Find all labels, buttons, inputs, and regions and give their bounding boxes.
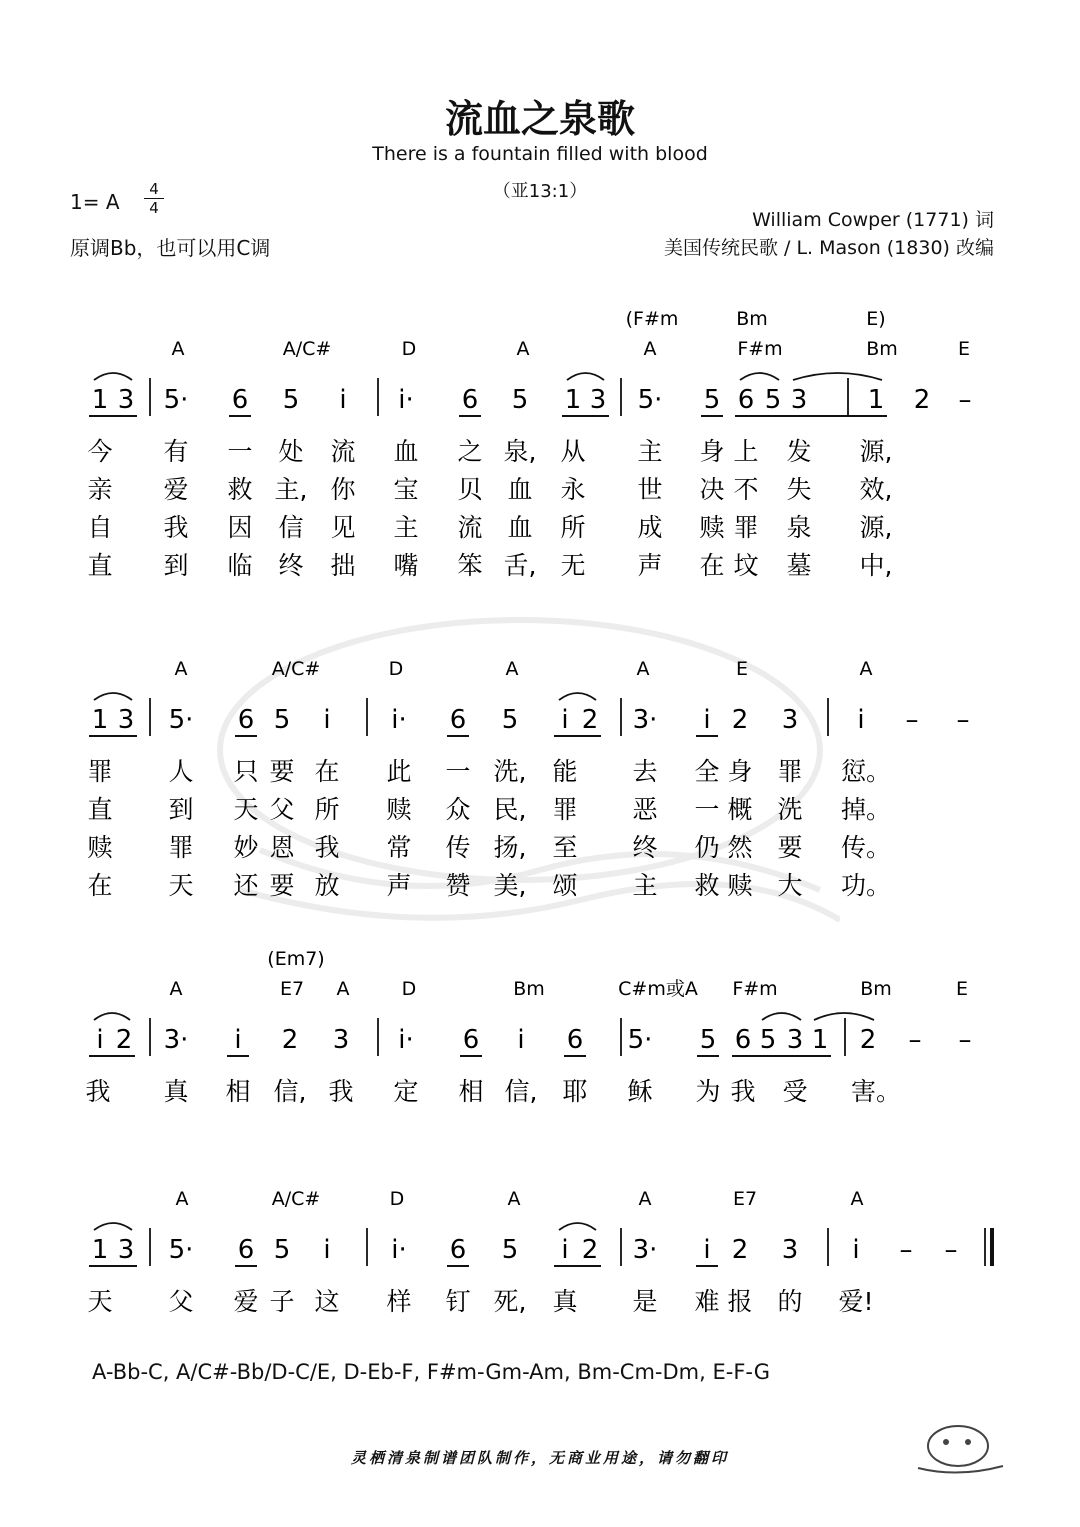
slur: [793, 373, 882, 380]
key-signature: 1= A: [70, 190, 120, 214]
lyric-char: 中,: [859, 551, 893, 580]
lyric-char: 的: [777, 1287, 803, 1316]
score-note: 3: [786, 1025, 804, 1055]
score-note: 6: [462, 1025, 480, 1055]
lyric-char: 样: [386, 1287, 412, 1316]
chord-label: D: [389, 1188, 405, 1210]
lyric-char: 赎: [87, 833, 113, 862]
lyric-char: 天: [168, 871, 194, 900]
score-note: –: [908, 1025, 922, 1055]
lyric-char: 全: [694, 757, 720, 786]
slur: [94, 1013, 130, 1020]
lyric-char: 放: [314, 871, 340, 900]
lyric-char: 永: [560, 475, 586, 504]
lyric-char: 所: [314, 795, 340, 824]
lyric-char: 天: [233, 795, 259, 824]
lyric-char: 颂: [552, 871, 578, 900]
lyric-char: 只: [233, 757, 259, 786]
chord-label: A: [175, 1188, 189, 1210]
lyric-char: 洗: [777, 795, 803, 824]
score-note: 5: [511, 385, 529, 415]
score-note: 3: [117, 385, 135, 415]
score-note: 2: [281, 1025, 299, 1055]
lyric-char: 父: [269, 795, 295, 824]
score-note: 5: [764, 385, 782, 415]
score-note: –: [905, 705, 919, 735]
lyric-char: 我: [85, 1077, 111, 1106]
lyric-char: 坟: [733, 551, 759, 580]
score-note: i: [857, 705, 865, 735]
lyric-char: 自: [87, 513, 113, 542]
score-note: 1: [91, 385, 109, 415]
chord-label: A: [638, 1188, 652, 1210]
lyric-char: 爱!: [838, 1287, 874, 1316]
lyric-char: 真: [552, 1287, 578, 1316]
lyric-char: 为: [695, 1077, 721, 1106]
score-note: i: [323, 705, 331, 735]
slur: [559, 693, 596, 700]
score-note: 3: [781, 705, 799, 735]
score-note: –: [958, 385, 972, 415]
chord-transpose-table: A-Bb-C, A/C#-Bb/D-C/E, D-Eb-F, F#m-Gm-Am, Bm-Cm-Dm, E-F-G: [92, 1360, 771, 1384]
lyric-char: 一: [445, 757, 471, 786]
lyric-char: 到: [168, 795, 194, 824]
alt-chord-label: E): [866, 308, 886, 330]
song-subtitle: There is a fountain filled with blood: [372, 143, 708, 165]
score-note: 5·: [627, 1025, 653, 1055]
lyric-char: 血: [507, 475, 533, 504]
chord-label: A: [336, 978, 350, 1000]
lyric-char: 爱: [233, 1287, 259, 1316]
score-note: 1: [91, 1235, 109, 1265]
scripture-reference: （亚13:1）: [492, 181, 588, 202]
lyric-char: 因: [227, 513, 253, 542]
lyric-char: 耶: [562, 1077, 588, 1106]
chord-label: A: [850, 1188, 864, 1210]
chord-label: E7: [732, 1188, 758, 1210]
score-note: –: [956, 705, 970, 735]
slur: [567, 373, 604, 380]
score-note: 2: [581, 1235, 599, 1265]
lyric-char: 大: [777, 871, 803, 900]
chord-label: Bm: [866, 338, 898, 360]
lyric-char: 主: [393, 513, 419, 542]
score-note: 5: [282, 385, 300, 415]
lyric-char: 常: [386, 833, 412, 862]
score-note: i: [703, 705, 711, 735]
score-note: i: [852, 1235, 860, 1265]
score-note: 2: [859, 1025, 877, 1055]
chord-label: E: [955, 978, 969, 1000]
time-signature: [144, 181, 164, 216]
lyric-char: 功。: [840, 871, 892, 900]
lyric-char: 流: [457, 513, 483, 542]
lyric-char: 所: [560, 513, 586, 542]
slur: [94, 693, 132, 700]
lyric-char: 有: [163, 437, 189, 466]
score-note: i: [323, 1235, 331, 1265]
score-note: 6: [734, 1025, 752, 1055]
score-note: 5: [501, 1235, 519, 1265]
lyric-char: 要: [269, 871, 295, 900]
lyric-char: 临: [227, 551, 253, 580]
lyric-char: 罪: [777, 757, 803, 786]
chord-label: C#m或A: [618, 978, 698, 1000]
lyric-char: 恶: [632, 795, 658, 824]
chord-label: A: [505, 658, 519, 680]
lyric-char: 声: [386, 871, 412, 900]
score-note: i: [561, 705, 569, 735]
lyric-char: 还: [233, 871, 259, 900]
lyric-char: 是: [632, 1287, 658, 1316]
chord-label: A: [507, 1188, 521, 1210]
lyric-char: 终: [278, 551, 304, 580]
lyric-char: 死,: [493, 1287, 527, 1316]
slur: [94, 1223, 132, 1230]
lyric-char: 相: [225, 1077, 251, 1106]
lyric-char: 效,: [859, 475, 893, 504]
lyric-char: 仍: [694, 833, 720, 862]
lyric-char: 你: [330, 475, 356, 504]
score-note: 3: [790, 385, 808, 415]
lyric-char: 亲: [87, 475, 113, 504]
slur: [814, 1013, 874, 1020]
lyric-char: 信: [278, 513, 304, 542]
lyric-char: 能: [552, 757, 578, 786]
score-note: 5·: [163, 385, 189, 415]
lyric-char: 赎: [699, 513, 725, 542]
chord-label: E7: [279, 978, 305, 1000]
score-note: 2: [731, 1235, 749, 1265]
chord-label: A/C#: [271, 1188, 321, 1210]
score-note: i·: [398, 1025, 414, 1055]
lyric-char: 此: [386, 757, 412, 786]
chord-label: Bm: [513, 978, 545, 1000]
lyric-char: 一: [227, 437, 253, 466]
lyric-char: 拙: [330, 551, 356, 580]
lyric-char: 爱: [163, 475, 189, 504]
alt-chord-label: (Em7): [267, 948, 325, 970]
lyric-char: 害。: [850, 1077, 902, 1106]
chord-label: A: [636, 658, 650, 680]
score-note: 6: [231, 385, 249, 415]
score-note: 1: [811, 1025, 829, 1055]
lyric-char: 天: [87, 1287, 113, 1316]
lyric-char: 世: [637, 475, 663, 504]
lyric-char: 主: [632, 871, 658, 900]
lyric-char: 不: [733, 475, 759, 504]
lyric-char: 掉。: [840, 795, 892, 824]
lyric-char: 愆。: [840, 757, 892, 786]
lyric-char: 泉: [786, 513, 812, 542]
lyric-char: 成: [637, 513, 663, 542]
lyric-char: 子: [269, 1287, 295, 1316]
score-note: i: [234, 1025, 242, 1055]
key-note: 原调Bb，也可以用C调: [70, 236, 271, 260]
lyric-char: 决: [699, 475, 725, 504]
music-score: [0, 300, 1080, 1320]
score-note: –: [899, 1235, 913, 1265]
lyric-char: 一: [694, 795, 720, 824]
lyric-char: 主,: [274, 475, 308, 504]
score-note: 5: [273, 1235, 291, 1265]
lyric-char: 发: [786, 437, 812, 466]
lyric-char: 众: [445, 795, 471, 824]
lyric-char: 赞: [445, 871, 471, 900]
lyric-char: 贝: [457, 475, 483, 504]
score-note: 2: [731, 705, 749, 735]
lyric-char: 源,: [859, 513, 893, 542]
score-note: 3·: [632, 705, 658, 735]
chord-label: F#m: [737, 338, 783, 360]
score-note: 6: [237, 1235, 255, 1265]
score-note: i: [561, 1235, 569, 1265]
lyric-char: 传。: [840, 833, 892, 862]
score-note: 2: [581, 705, 599, 735]
lyric-char: 去: [632, 757, 658, 786]
score-note: 5: [699, 1025, 717, 1055]
lyric-char: 相: [458, 1077, 484, 1106]
score-note: 3: [589, 385, 607, 415]
lyric-char: 在: [699, 551, 725, 580]
score-note: –: [944, 1235, 958, 1265]
chord-label: F#m: [732, 978, 778, 1000]
chord-label: E: [735, 658, 749, 680]
score-note: 2: [913, 385, 931, 415]
lyric-char: 无: [560, 551, 586, 580]
lyric-char: 要: [777, 833, 803, 862]
lyric-char: 至: [552, 833, 578, 862]
score-note: 5: [273, 705, 291, 735]
chord-label: A: [516, 338, 530, 360]
lyric-char: 失: [786, 475, 812, 504]
time-top: 4: [149, 180, 159, 198]
lyric-char: 救: [227, 475, 253, 504]
lyric-char: 罪: [87, 757, 113, 786]
score-note: 6: [737, 385, 755, 415]
slur: [94, 373, 132, 380]
lyric-char: 父: [168, 1287, 194, 1316]
lyric-char: 在: [314, 757, 340, 786]
score-note: 5: [501, 705, 519, 735]
score-note: 3: [781, 1235, 799, 1265]
score-note: i: [517, 1025, 525, 1055]
lyric-char: 赎: [386, 795, 412, 824]
lyric-char: 泉,: [503, 437, 537, 466]
chord-label: A/C#: [271, 658, 321, 680]
score-note: –: [958, 1025, 972, 1055]
lyricist-credit: William Cowper (1771) 词: [752, 209, 994, 231]
score-note: 5·: [637, 385, 663, 415]
score-note: i·: [391, 705, 407, 735]
lyric-char: 终: [632, 833, 658, 862]
lyric-char: 我: [328, 1077, 354, 1106]
chord-label: D: [401, 978, 417, 1000]
score-note: 2: [115, 1025, 133, 1055]
lyric-char: 到: [163, 551, 189, 580]
score-note: i·: [391, 1235, 407, 1265]
score-note: i·: [398, 385, 414, 415]
lyric-char: 流: [330, 437, 356, 466]
alt-chord-label: Bm: [736, 308, 768, 330]
lyric-char: 报: [727, 1287, 753, 1316]
lyric-char: 民,: [493, 795, 527, 824]
lyric-char: 身: [727, 757, 753, 786]
lyric-char: 源,: [859, 437, 893, 466]
score-note: 3: [117, 1235, 135, 1265]
lingqi-logo: [908, 1418, 1008, 1478]
lyric-char: 今: [87, 437, 113, 466]
composer-credit: 美国传统民歌 / L. Mason (1830) 改编: [663, 237, 994, 259]
score-note: 3·: [632, 1235, 658, 1265]
lyric-char: 笨: [457, 551, 483, 580]
lyric-char: 宝: [393, 475, 419, 504]
lyric-char: 要: [269, 757, 295, 786]
score-note: 6: [566, 1025, 584, 1055]
score-note: 6: [461, 385, 479, 415]
lyric-char: 之: [457, 437, 483, 466]
footer-credit: 灵栖清泉制谱团队制作，无商业用途，请勿翻印: [350, 1449, 729, 1467]
lyric-char: 钉: [445, 1287, 471, 1316]
lyric-char: 赎: [727, 871, 753, 900]
lyric-char: 处: [278, 437, 304, 466]
score-note: 1: [564, 385, 582, 415]
chord-label: A/C#: [282, 338, 332, 360]
chord-label: A: [859, 658, 873, 680]
lyric-char: 洗,: [493, 757, 527, 786]
lyric-char: 见: [330, 513, 356, 542]
lyric-char: 舌,: [503, 551, 537, 580]
lyric-char: 信,: [504, 1077, 538, 1106]
lyric-char: 我: [163, 513, 189, 542]
lyric-char: 妙: [233, 833, 259, 862]
score-note: 1: [91, 705, 109, 735]
score-note: i: [339, 385, 347, 415]
score-note: i: [703, 1235, 711, 1265]
alt-chord-label: (F#m: [625, 308, 679, 330]
lyric-char: 救: [694, 871, 720, 900]
lyric-char: 血: [507, 513, 533, 542]
chord-label: A: [643, 338, 657, 360]
slur: [559, 1223, 596, 1230]
lyric-char: 扬,: [493, 833, 527, 862]
lyric-char: 稣: [627, 1077, 653, 1106]
chord-label: A: [174, 658, 188, 680]
lyric-char: 罪: [733, 513, 759, 542]
score-note: 5: [759, 1025, 777, 1055]
lyric-char: 美,: [493, 871, 527, 900]
lyric-char: 真: [163, 1077, 189, 1106]
chord-label: D: [388, 658, 404, 680]
lyric-char: 受: [782, 1077, 808, 1106]
lyric-char: 信,: [273, 1077, 307, 1106]
lyric-char: 恩: [269, 833, 295, 862]
lyric-char: 嘴: [393, 551, 419, 580]
chord-label: E: [957, 338, 971, 360]
lyric-char: 身: [699, 437, 725, 466]
lyric-char: 我: [314, 833, 340, 862]
lyric-char: 主: [637, 437, 663, 466]
score-note: 5·: [168, 705, 194, 735]
song-title: 流血之泉歌: [444, 97, 635, 141]
lyric-char: 墓: [786, 551, 812, 580]
time-bottom: 4: [149, 199, 159, 217]
lyric-char: 传: [445, 833, 471, 862]
score-note: 6: [449, 705, 467, 735]
chord-label: Bm: [860, 978, 892, 1000]
lyric-char: 人: [168, 757, 194, 786]
score-note: 6: [237, 705, 255, 735]
lyric-char: 血: [393, 437, 419, 466]
lyric-char: 罪: [552, 795, 578, 824]
score-note: 5: [703, 385, 721, 415]
score-note: 3·: [163, 1025, 189, 1055]
score-note: 6: [449, 1235, 467, 1265]
lyric-char: 上: [733, 437, 759, 466]
lyric-char: 在: [87, 871, 113, 900]
lyric-char: 罪: [168, 833, 194, 862]
lyric-char: 直: [87, 551, 113, 580]
score-note: 3: [117, 705, 135, 735]
lyric-char: 声: [637, 551, 663, 580]
lyric-char: 定: [393, 1077, 419, 1106]
lyric-char: 然: [727, 833, 753, 862]
score-note: 1: [867, 385, 885, 415]
score-note: i: [96, 1025, 104, 1055]
score-note: 3: [332, 1025, 350, 1055]
lyric-char: 难: [694, 1287, 720, 1316]
chord-label: A: [169, 978, 183, 1000]
chord-label: A: [171, 338, 185, 360]
slur: [762, 1013, 801, 1020]
chord-label: D: [401, 338, 417, 360]
lyric-char: 我: [730, 1077, 756, 1106]
score-note: 5·: [168, 1235, 194, 1265]
lyric-char: 从: [560, 437, 586, 466]
lyric-char: 这: [314, 1287, 340, 1316]
slur: [740, 373, 779, 380]
lyric-char: 直: [87, 795, 113, 824]
lyric-char: 概: [727, 795, 753, 824]
